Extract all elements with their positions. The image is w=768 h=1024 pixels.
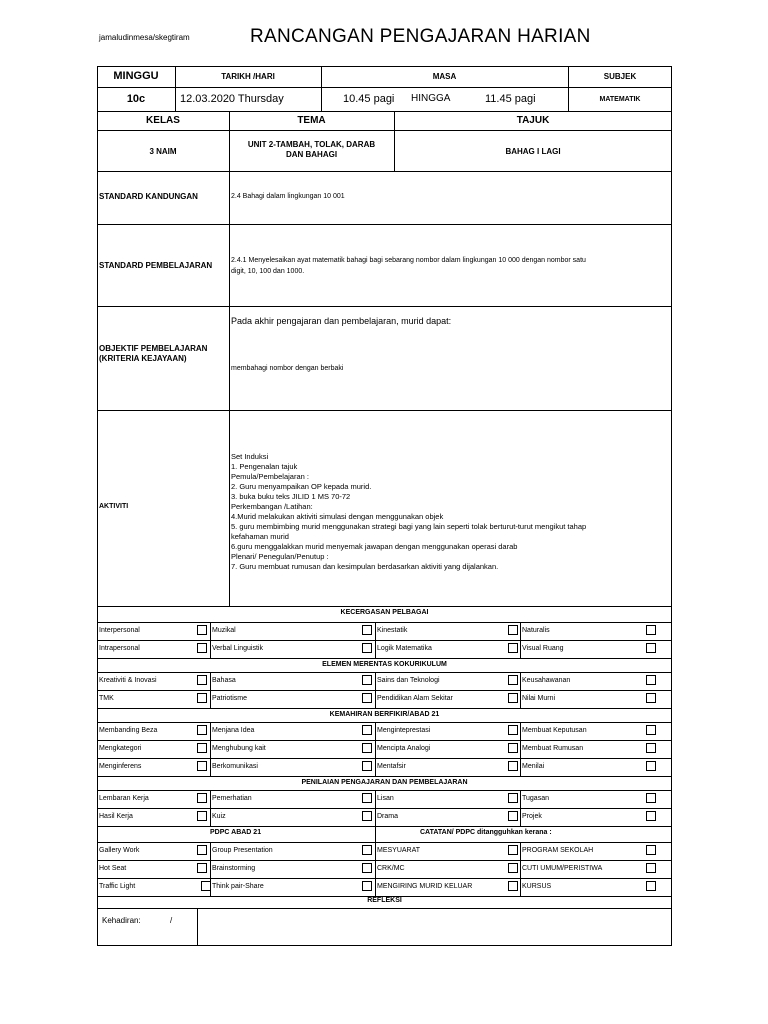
masa-label: MASA: [432, 72, 457, 81]
tarikh-value: 12.03.2020 Thursday: [180, 93, 284, 105]
option-checkbox[interactable]: [646, 761, 656, 771]
masa-hingga: HINGGA: [411, 93, 451, 104]
option-checkbox[interactable]: [508, 863, 518, 873]
option-checkbox[interactable]: [508, 643, 518, 653]
option-checkbox[interactable]: [646, 625, 656, 635]
option-checkbox[interactable]: [646, 693, 656, 703]
kelas-value: 3 NAIM: [149, 147, 177, 156]
page-title: RANCANGAN PENGAJARAN HARIAN: [250, 26, 591, 47]
option-label: Keusahawanan: [522, 677, 571, 684]
option-label: Lembaran Kerja: [99, 795, 149, 802]
aktiviti-line: Perkembangan /Latihan:: [231, 502, 313, 511]
option-label: KURSUS: [522, 883, 552, 890]
option-checkbox[interactable]: [197, 675, 207, 685]
option-label: Projek: [522, 813, 542, 820]
option-checkbox[interactable]: [646, 743, 656, 753]
option-checkbox[interactable]: [197, 845, 207, 855]
option-label: Membuat Keputusan: [522, 727, 587, 734]
option-label: Brainstorming: [212, 865, 256, 872]
aktiviti-line: 6.guru menggalakkan murid menyemak jawapan dengan menggunakan operasi darab: [231, 542, 518, 551]
option-checkbox[interactable]: [508, 675, 518, 685]
aktiviti-line: Plenari/ Penegulan/Penutup :: [231, 552, 329, 561]
aktiviti-content: [231, 452, 586, 572]
option-checkbox[interactable]: [197, 863, 207, 873]
aktiviti-line: 5. guru membimbing murid menggunakan strategi bagi yang lain seperti tolak berturut-turut mengikut tahap: [231, 522, 587, 531]
option-label: Intrapersonal: [99, 645, 140, 652]
option-label: Patriotisme: [212, 695, 248, 702]
subjek-label: SUBJEK: [603, 72, 637, 81]
option-checkbox[interactable]: [362, 881, 372, 891]
option-label: Visual Ruang: [522, 645, 564, 652]
option-checkbox[interactable]: [362, 675, 372, 685]
tajuk-value: BAHAG I LAGI: [505, 147, 561, 156]
option-label: Hasil Kerja: [99, 813, 133, 820]
author-label: jamaludinmesa/skegtiram: [99, 33, 190, 42]
option-label: Naturalis: [522, 627, 550, 634]
section-elemen: ELEMEN MERENTAS KOKURIKULUM: [322, 661, 447, 668]
standard-pembelajaran-value-2: digit, 10, 100 dan 1000.: [231, 268, 305, 275]
standard-pembelajaran-label: STANDARD PEMBELAJARAN: [99, 261, 213, 270]
standard-pembelajaran-value-1: 2.4.1 Menyelesaikan ayat matematik bahagi bagi sebarang nombor dalam lingkungan 10 000 dengan nombor satu: [231, 257, 586, 264]
option-label: CUTI UMUM/PERISTIWA: [522, 865, 603, 872]
aktiviti-line: Set Induksi: [231, 452, 269, 461]
subjek-value: MATEMATIK: [599, 96, 641, 103]
option-checkbox[interactable]: [646, 793, 656, 803]
tema-label: TEMA: [297, 115, 326, 126]
section-penilaian: PENILAIAN PENGAJARAN DAN PEMBELAJARAN: [301, 779, 468, 786]
option-label: Tugasan: [522, 795, 549, 802]
option-label: Membuat Rumusan: [522, 745, 584, 752]
option-label: Bahasa: [212, 677, 236, 684]
option-checkbox[interactable]: [646, 863, 656, 873]
option-checkbox[interactable]: [646, 881, 656, 891]
masa-end: 11.45 pagi: [485, 93, 536, 105]
masa-start: 10.45 pagi: [343, 93, 395, 105]
tema-value-line1: UNIT 2-TAMBAH, TOLAK, DARAB: [247, 140, 376, 149]
aktiviti-line: Pemula/Pembelajaran :: [231, 472, 309, 481]
option-checkbox[interactable]: [197, 643, 207, 653]
aktiviti-label: AKTIVITI: [99, 503, 129, 510]
option-checkbox[interactable]: [362, 845, 372, 855]
option-checkbox[interactable]: [508, 845, 518, 855]
option-checkbox[interactable]: [508, 693, 518, 703]
objektif-value: membahagi nombor dengan berbaki: [231, 365, 344, 372]
kelas-label: KELAS: [146, 115, 180, 126]
option-label: Verbal Linguistik: [212, 645, 263, 652]
option-label: Menghubung kait: [212, 745, 266, 752]
option-label: Menjana Idea: [212, 727, 255, 734]
option-checkbox[interactable]: [197, 761, 207, 771]
option-checkbox[interactable]: [197, 693, 207, 703]
option-label: Hot Seat: [99, 865, 127, 872]
option-label: Menilai: [522, 763, 545, 770]
option-label: Logik Matematika: [377, 645, 432, 652]
option-checkbox[interactable]: [646, 675, 656, 685]
kehadiran-label: Kehadiran:: [102, 916, 141, 925]
option-label: Menginferens: [99, 763, 142, 770]
standard-kandungan-label: STANDARD KANDUNGAN: [99, 192, 198, 201]
aktiviti-line: 1. Pengenalan tajuk: [231, 462, 298, 471]
option-checkbox[interactable]: [508, 811, 518, 821]
minggu-value: 10c: [126, 93, 146, 105]
option-checkbox[interactable]: [646, 811, 656, 821]
option-label: Pendidikan Alam Sekitar: [377, 695, 453, 702]
option-label: Mencipta Analogi: [377, 745, 431, 752]
option-label: MESYUARAT: [377, 847, 421, 854]
option-label: Kuiz: [212, 813, 226, 820]
option-label: Gallery Work: [99, 847, 140, 854]
option-label: Membanding Beza: [99, 727, 158, 734]
option-label: Pemerhatian: [212, 795, 252, 802]
option-label: Nilai Murni: [522, 695, 556, 702]
option-checkbox[interactable]: [646, 845, 656, 855]
option-label: Sains dan Teknologi: [377, 677, 440, 684]
option-label: CRK/MC: [377, 865, 405, 872]
option-label: Kinestatik: [377, 627, 408, 634]
option-checkbox[interactable]: [362, 625, 372, 635]
aktiviti-line: 2. Guru menyampaikan OP kepada murid.: [231, 482, 372, 491]
option-checkbox[interactable]: [197, 793, 207, 803]
aktiviti-line: 3. buka buku teks JILID 1 MS 70-72: [231, 492, 351, 501]
option-label: Mengkategori: [99, 745, 142, 752]
objektif-label-1: OBJEKTIF PEMBELAJARAN: [99, 344, 208, 353]
option-label: Interpersonal: [99, 627, 140, 634]
option-checkbox[interactable]: [362, 743, 372, 753]
option-label: Kreativiti & Inovasi: [99, 677, 157, 684]
option-checkbox[interactable]: [362, 725, 372, 735]
option-label: Muzikal: [212, 627, 236, 634]
option-label: Think pair-Share: [212, 883, 264, 890]
option-checkbox[interactable]: [362, 643, 372, 653]
tajuk-label: TAJUK: [516, 115, 550, 126]
option-checkbox[interactable]: [362, 793, 372, 803]
option-checkbox[interactable]: [197, 625, 207, 635]
option-checkbox[interactable]: [508, 743, 518, 753]
option-checkbox[interactable]: [508, 881, 518, 891]
kehadiran-slash: /: [170, 916, 173, 925]
option-label: Traffic Light: [99, 883, 136, 890]
objektif-label-2: (KRITERIA KEJAYAAN): [99, 354, 187, 363]
option-label: Berkomunikasi: [212, 763, 258, 770]
option-label: Menginteprestasi: [377, 727, 431, 734]
aktiviti-line: 7. Guru membuat rumusan dan kesimpulan berdasarkan aktiviti yang dijalankan.: [231, 562, 499, 571]
option-checkbox[interactable]: [201, 881, 211, 891]
option-checkbox[interactable]: [197, 743, 207, 753]
section-kemahiran: KEMAHIRAN BERFIKIR/ABAD 21: [329, 711, 440, 718]
option-label: TMK: [99, 695, 114, 702]
objektif-intro: Pada akhir pengajaran dan pembelajaran, murid dapat:: [231, 316, 452, 326]
tarikh-label: TARIKH /HARI: [221, 72, 275, 81]
aktiviti-line: 4.Murid melakukan aktiviti simulasi dengan menggunakan objek: [231, 512, 444, 521]
option-checkbox[interactable]: [508, 761, 518, 771]
standard-kandungan-value: 2.4 Bahagi dalam lingkungan 10 001: [231, 193, 345, 200]
section-pdpc: PDPC ABAD 21: [210, 829, 262, 836]
option-checkbox[interactable]: [646, 643, 656, 653]
option-label: MENGIRING MURID KELUAR: [377, 883, 473, 890]
option-checkbox[interactable]: [197, 725, 207, 735]
option-checkbox[interactable]: [508, 793, 518, 803]
option-label: Group Presentation: [212, 847, 273, 854]
option-checkbox[interactable]: [646, 725, 656, 735]
tema-value-line2: DAN BAHAGI: [285, 150, 338, 159]
option-label: PROGRAM SEKOLAH: [522, 847, 594, 854]
option-label: Mentafsir: [377, 763, 406, 770]
option-checkbox[interactable]: [197, 811, 207, 821]
section-refleksi: REFLEKSI: [367, 897, 402, 904]
option-checkbox[interactable]: [362, 693, 372, 703]
option-label: Drama: [377, 813, 399, 820]
option-checkbox[interactable]: [362, 863, 372, 873]
aktiviti-line: kefahaman murid: [231, 532, 289, 541]
option-checkbox[interactable]: [362, 761, 372, 771]
section-kecergasan: KECERGASAN PELBAGAI: [340, 609, 429, 616]
minggu-label: MINGGU: [113, 70, 159, 82]
option-checkbox[interactable]: [508, 625, 518, 635]
option-label: Lisan: [377, 795, 394, 802]
option-checkbox[interactable]: [362, 811, 372, 821]
option-checkbox[interactable]: [508, 725, 518, 735]
section-catatan: CATATAN/ PDPC ditangguhkan kerana :: [420, 829, 552, 836]
